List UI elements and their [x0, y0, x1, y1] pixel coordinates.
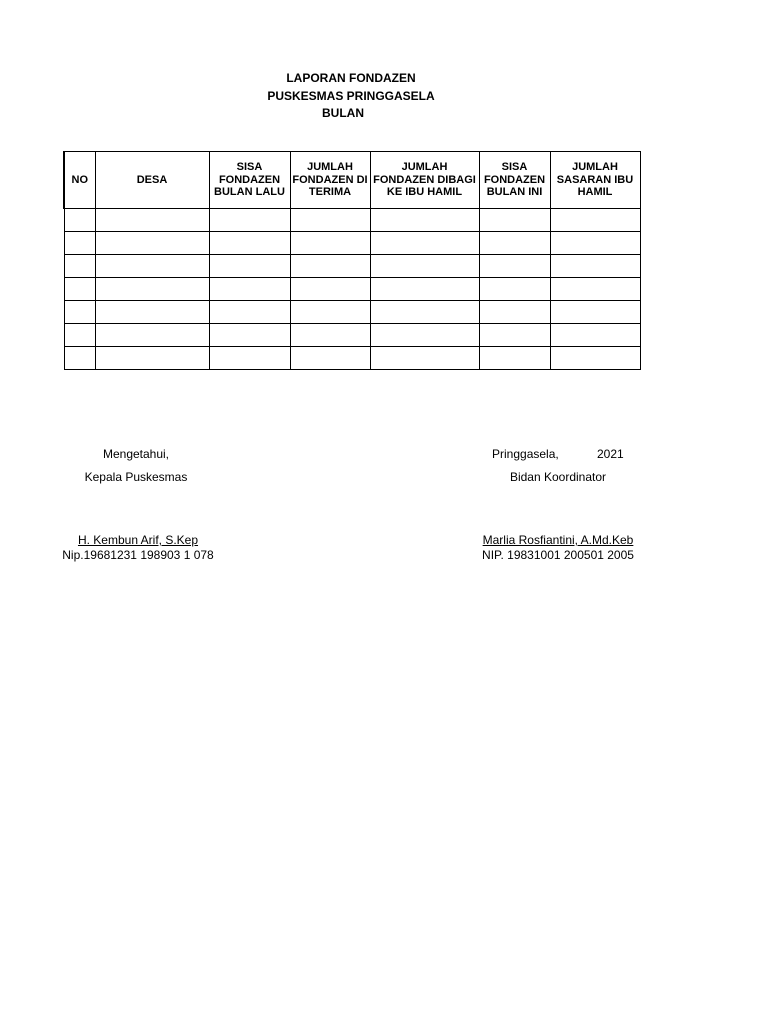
table-cell — [370, 232, 479, 255]
table-cell — [95, 232, 209, 255]
column-header-jumlah-sasaran: JUMLAH SASARAN IBU HAMIL — [550, 152, 640, 209]
table-cell — [479, 347, 550, 370]
column-header-sisa-bulan-lalu: SISA FONDAZEN BULAN LALU — [209, 152, 290, 209]
table-cell — [290, 347, 370, 370]
table-row — [64, 278, 640, 301]
table-cell — [370, 255, 479, 278]
table-cell — [370, 301, 479, 324]
table-header-row — [64, 152, 640, 209]
table-cell — [209, 278, 290, 301]
table-row — [64, 347, 640, 370]
table-cell — [209, 347, 290, 370]
right-signatory — [480, 533, 636, 563]
table-cell — [370, 324, 479, 347]
table-cell — [64, 255, 95, 278]
table-row — [64, 209, 640, 232]
table-row — [64, 324, 640, 347]
table-cell — [95, 209, 209, 232]
table-cell — [290, 232, 370, 255]
left-nip: Nip.19681231 198903 1 078 — [62, 548, 214, 562]
table-cell — [95, 255, 209, 278]
column-header-no: NO — [64, 152, 95, 209]
table-cell — [550, 278, 640, 301]
table-cell — [550, 324, 640, 347]
column-header-jumlah-diterima: JUMLAH FONDAZEN DI TERIMA — [290, 152, 370, 209]
table-cell — [550, 301, 640, 324]
table-cell — [64, 232, 95, 255]
table-cell — [95, 301, 209, 324]
left-role: Kepala Puskesmas — [84, 470, 188, 484]
right-name: Marlia Rosfiantini, A.Md.Keb — [482, 533, 634, 547]
table-cell — [64, 209, 95, 232]
left-name: H. Kembun Arif, S.Kep — [77, 533, 199, 547]
table-cell — [290, 324, 370, 347]
table-cell — [64, 324, 95, 347]
table-cell — [209, 255, 290, 278]
table-cell — [550, 347, 640, 370]
right-nip: NIP. 19831001 200501 2005 — [482, 548, 634, 562]
table-cell — [550, 209, 640, 232]
table-cell — [64, 347, 95, 370]
table-cell — [290, 209, 370, 232]
column-header-jumlah-dibagi: JUMLAH FONDAZEN DIBAGI KE IBU HAMIL — [370, 152, 479, 209]
report-table — [63, 151, 641, 370]
table-cell — [95, 278, 209, 301]
table-cell — [479, 278, 550, 301]
table-cell — [479, 209, 550, 232]
report-header — [0, 70, 702, 123]
table-cell — [550, 232, 640, 255]
right-role: Bidan Koordinator — [509, 470, 607, 484]
table-cell — [479, 232, 550, 255]
table-cell — [209, 209, 290, 232]
table-cell — [290, 301, 370, 324]
right-year: 2021 — [597, 447, 624, 461]
report-title: LAPORAN FONDAZEN — [286, 71, 416, 85]
table-row — [64, 255, 640, 278]
table-cell — [370, 278, 479, 301]
table-cell — [95, 347, 209, 370]
table-cell — [479, 301, 550, 324]
table-row — [64, 232, 640, 255]
table-cell — [479, 324, 550, 347]
table-cell — [290, 255, 370, 278]
table-cell — [209, 301, 290, 324]
table-cell — [95, 324, 209, 347]
table-cell — [64, 301, 95, 324]
report-subtitle: PUSKESMAS PRINGGASELA — [267, 88, 435, 103]
table-body — [64, 209, 640, 370]
column-header-sisa-bulan-ini: SISA FONDAZEN BULAN INI — [479, 152, 550, 209]
right-place: Pringgasela, — [492, 447, 559, 461]
table-cell — [370, 209, 479, 232]
table-cell — [479, 255, 550, 278]
report-period: BULAN — [322, 106, 364, 120]
table-cell — [370, 347, 479, 370]
table-cell — [550, 255, 640, 278]
column-header-desa: DESA — [95, 152, 209, 209]
table-cell — [209, 324, 290, 347]
left-signatory — [60, 533, 216, 563]
table-cell — [64, 278, 95, 301]
left-acknowledgement: Mengetahui, — [102, 447, 170, 461]
table-row — [64, 301, 640, 324]
table-cell — [209, 232, 290, 255]
table-cell — [290, 278, 370, 301]
